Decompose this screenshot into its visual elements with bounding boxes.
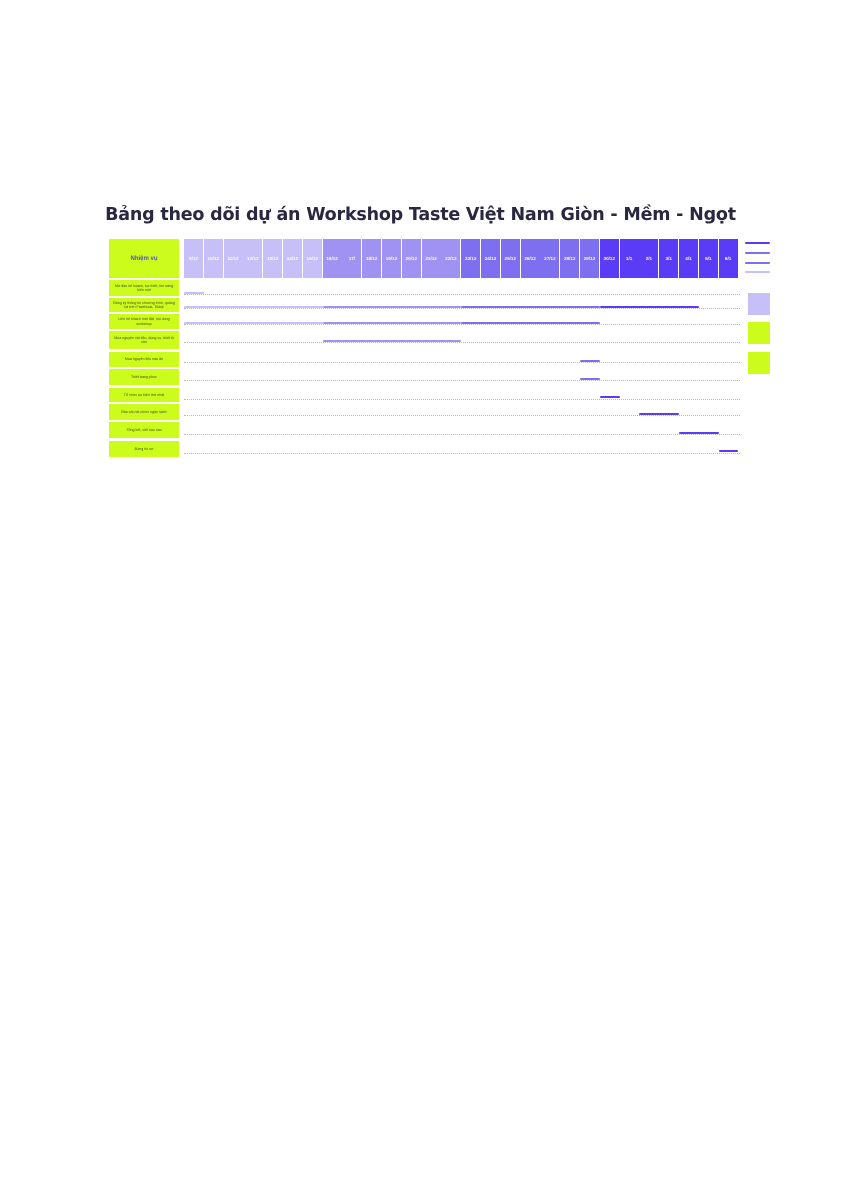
date-cell: 22/12 [441, 239, 460, 278]
date-cell: 3/1 [659, 239, 678, 278]
task-row-label: Mua nguyên vật liệu, dụng cụ, thiết bị cần [109, 331, 179, 349]
date-cell: 18/12 [362, 239, 381, 278]
legend-swatch [748, 352, 770, 374]
date-cell: 25/12 [501, 239, 520, 278]
date-cell: 1/1 [620, 239, 639, 278]
row-gridline [184, 434, 740, 435]
task-row-label: Đóng hồ sơ [109, 441, 179, 457]
date-cell: 28/12 [560, 239, 579, 278]
date-cell: 12/12 [243, 239, 262, 278]
task-row-label: Mua nguyên liệu nấu ăn [109, 352, 179, 367]
task-column-header: Nhiệm vụ [109, 239, 179, 278]
legend-line-icon [745, 242, 770, 244]
date-cell: 2/1 [639, 239, 658, 278]
legend-swatch [748, 322, 770, 344]
date-cell: 4/1 [679, 239, 698, 278]
legend-swatch [748, 293, 770, 315]
task-row-label: Báo cáo tài chính ngân sách [109, 404, 179, 420]
legend-line-icon [745, 252, 770, 254]
task-row-label: Đăng ký thông tin chương trình, quảng bá trên Facebook, Tiktok [109, 298, 179, 312]
row-gridline [184, 399, 740, 400]
task-row-label: Tổ chức sự kiện thứ nhất [109, 388, 179, 402]
date-cell: 11/12 [224, 239, 243, 278]
date-cell: 29/12 [580, 239, 599, 278]
task-row-label: Thiết trang phục [109, 369, 179, 385]
date-cell: 14/12 [283, 239, 302, 278]
date-cell: 15/12 [303, 239, 322, 278]
legend-line-icon [745, 262, 770, 264]
row-gridline [184, 380, 740, 381]
date-cell: 17/ [342, 239, 361, 278]
row-gridline [184, 324, 740, 325]
date-cell: 10/12 [204, 239, 223, 278]
date-cell: 5/1 [699, 239, 718, 278]
task-row-label: Tổng kết, viết báo cáo [109, 422, 179, 438]
date-cell: 9/12 [184, 239, 203, 278]
date-cell: 23/12 [461, 239, 480, 278]
row-gridline [184, 362, 740, 363]
row-gridline [184, 415, 740, 416]
date-cell: 24/12 [481, 239, 500, 278]
date-cell: 30/12 [600, 239, 619, 278]
date-cell: 20/12 [402, 239, 421, 278]
row-gridline [184, 308, 740, 309]
date-cell: 21/12 [422, 239, 441, 278]
date-cell: 27/12 [540, 239, 559, 278]
page-title: Bảng theo dõi dự án Workshop Taste Việt Nam Giòn - Mềm - Ngọt [105, 205, 736, 225]
task-row-label: Liên hệ khách mời đặt, nội dung workshop [109, 314, 179, 329]
row-gridline [184, 342, 740, 343]
task-row-label: Mở đầu kế hoạch, lọc thiết, tìm sáng kiến mới [109, 280, 179, 296]
row-gridline [184, 453, 740, 454]
date-cell: 26/12 [521, 239, 540, 278]
date-cell: 16/12 [323, 239, 342, 278]
date-cell: 13/12 [263, 239, 282, 278]
row-gridline [184, 294, 740, 295]
date-cell: 19/12 [382, 239, 401, 278]
legend-line-icon [745, 271, 770, 273]
date-cell: 6/1 [719, 239, 738, 278]
